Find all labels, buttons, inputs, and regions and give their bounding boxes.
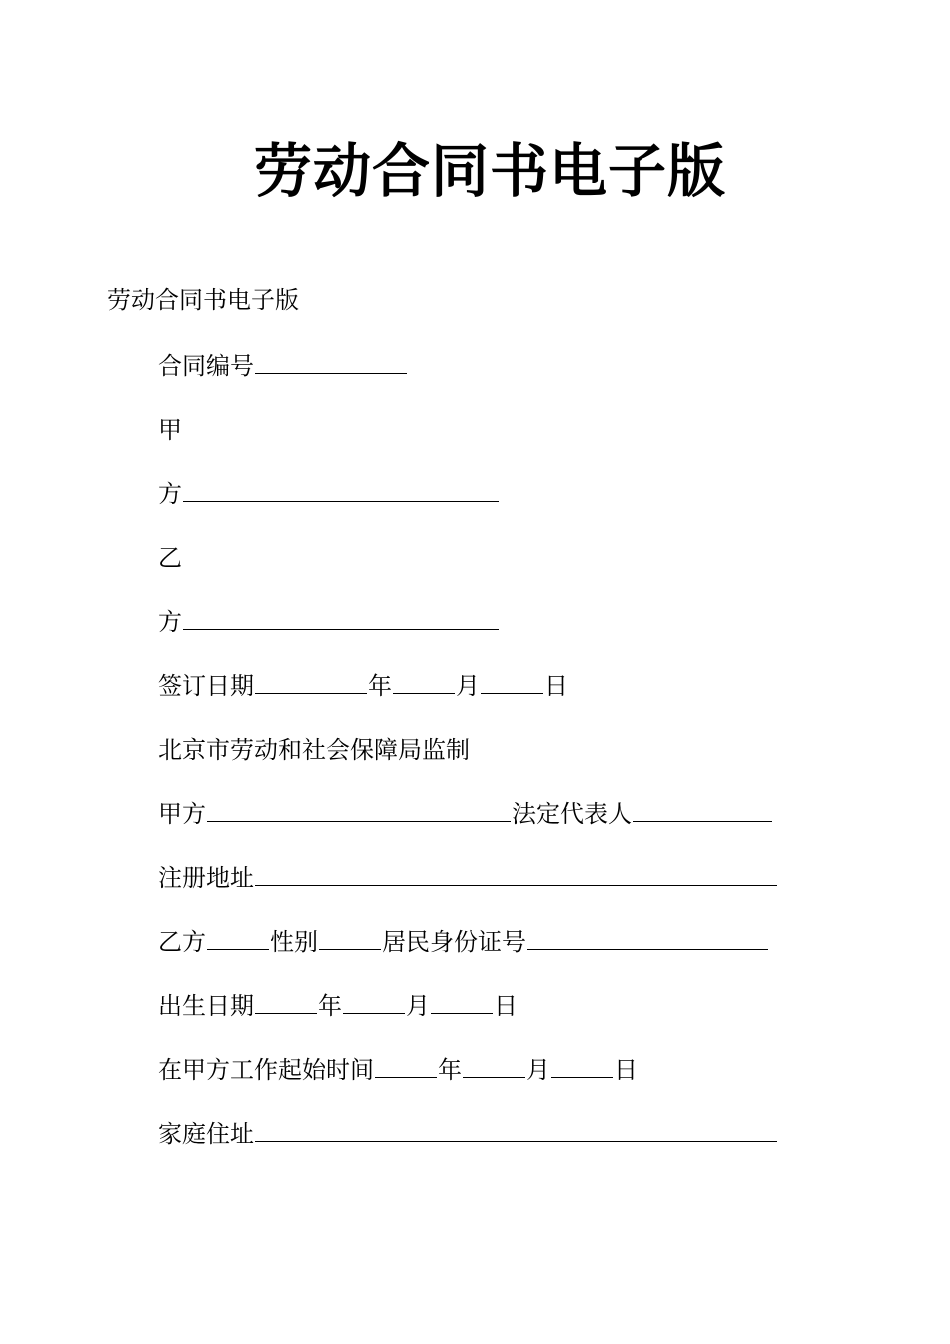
party-a-name-blank[interactable] bbox=[183, 479, 499, 502]
gender-blank[interactable] bbox=[319, 927, 381, 950]
party-b-heading-line bbox=[158, 540, 182, 576]
home-address-line bbox=[158, 1116, 778, 1152]
start-time-line bbox=[158, 1052, 638, 1088]
start-year-blank[interactable] bbox=[375, 1055, 437, 1078]
contract-number-blank[interactable] bbox=[255, 351, 407, 374]
party-b-first-char: 乙 bbox=[158, 544, 182, 572]
contract-number-line bbox=[158, 348, 408, 384]
start-day-unit: 日 bbox=[614, 1056, 638, 1084]
legal-rep-label: 法定代表人 bbox=[512, 800, 632, 828]
party-a-name-line bbox=[158, 476, 500, 512]
registered-address-blank[interactable] bbox=[255, 863, 777, 886]
start-day-blank[interactable] bbox=[551, 1055, 613, 1078]
contract-number-label: 合同编号 bbox=[158, 352, 254, 380]
party-b-second-char: 方 bbox=[158, 608, 182, 636]
party-a-detail-blank[interactable] bbox=[207, 799, 511, 822]
birth-month-blank[interactable] bbox=[343, 991, 405, 1014]
party-a-heading-line bbox=[158, 412, 182, 448]
id-number-label: 居民身份证号 bbox=[382, 928, 526, 956]
birth-year-unit: 年 bbox=[318, 992, 342, 1020]
party-a-label: 甲方 bbox=[158, 800, 206, 828]
document-subtitle: 劳动合同书电子版 bbox=[107, 286, 299, 314]
birth-day-blank[interactable] bbox=[431, 991, 493, 1014]
birth-month-unit: 月 bbox=[406, 992, 430, 1020]
supervisor-text: 北京市劳动和社会保障局监制 bbox=[158, 736, 470, 764]
party-b-name-detail-blank[interactable] bbox=[207, 927, 269, 950]
party-b-label: 乙方 bbox=[158, 928, 206, 956]
home-address-blank[interactable] bbox=[255, 1119, 777, 1142]
sign-year-blank[interactable] bbox=[255, 671, 367, 694]
sign-year-unit: 年 bbox=[368, 672, 392, 700]
party-b-name-blank[interactable] bbox=[183, 607, 499, 630]
start-year-unit: 年 bbox=[438, 1056, 462, 1084]
birth-year-blank[interactable] bbox=[255, 991, 317, 1014]
start-time-label: 在甲方工作起始时间 bbox=[158, 1056, 374, 1084]
party-b-name-line bbox=[158, 604, 500, 640]
registered-address-label: 注册地址 bbox=[158, 864, 254, 892]
home-address-label: 家庭住址 bbox=[158, 1120, 254, 1148]
sign-month-unit: 月 bbox=[456, 672, 480, 700]
sign-day-blank[interactable] bbox=[481, 671, 543, 694]
sign-date-label: 签订日期 bbox=[158, 672, 254, 700]
id-number-blank[interactable] bbox=[527, 927, 768, 950]
sign-month-blank[interactable] bbox=[393, 671, 455, 694]
party-a-second-char: 方 bbox=[158, 480, 182, 508]
supervisor-line bbox=[158, 732, 470, 768]
party-b-detail-line bbox=[158, 924, 769, 960]
birth-date-label: 出生日期 bbox=[158, 992, 254, 1020]
document-title: 劳动合同书电子版 bbox=[253, 137, 726, 205]
sign-day-unit: 日 bbox=[544, 672, 568, 700]
start-month-unit: 月 bbox=[526, 1056, 550, 1084]
registered-address-line bbox=[158, 860, 778, 896]
gender-label: 性别 bbox=[270, 928, 318, 956]
sign-date-line bbox=[158, 668, 568, 704]
legal-rep-blank[interactable] bbox=[633, 799, 772, 822]
party-a-detail-line bbox=[158, 796, 773, 832]
party-a-first-char: 甲 bbox=[158, 416, 182, 444]
birth-day-unit: 日 bbox=[494, 992, 518, 1020]
birth-date-line bbox=[158, 988, 518, 1024]
start-month-blank[interactable] bbox=[463, 1055, 525, 1078]
